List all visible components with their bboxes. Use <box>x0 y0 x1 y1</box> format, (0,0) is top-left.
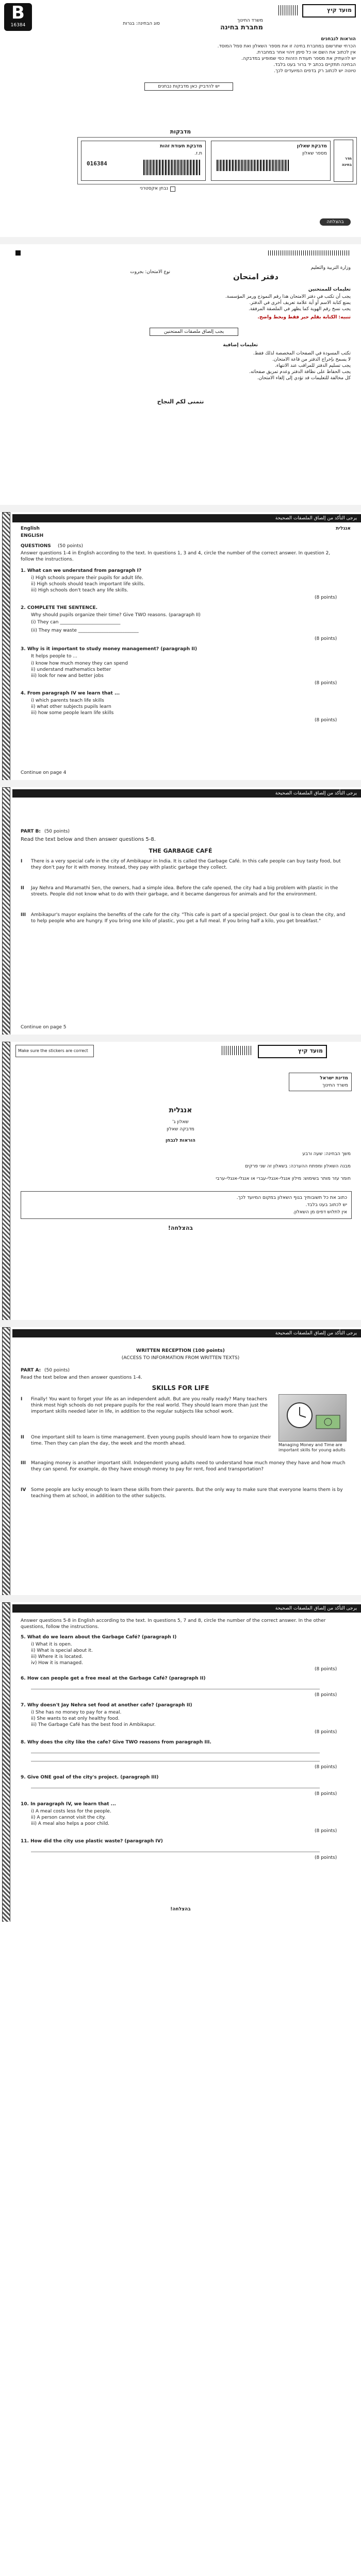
para-num: III <box>21 1461 26 1466</box>
arabic-list-item: يجب تسليم الدفتر للمراقب عند الانتهاء. <box>275 363 351 368</box>
q6-points: (8 points) <box>315 1692 337 1698</box>
page-header-bar <box>12 1604 361 1613</box>
rules-heading: הוראות לנבחנים <box>321 37 356 42</box>
article-title: THE GARBAGE CAFÉ <box>149 848 212 854</box>
arabic-paragraphs <box>77 294 351 312</box>
part-label: QUESTIONS <box>21 544 51 549</box>
sticker-reminder-box <box>15 1045 94 1057</box>
brand-label: מועד קיץ <box>298 1047 323 1054</box>
q5-option[interactable]: i) What it is open. <box>31 1642 72 1647</box>
good-luck: בהצלחה! <box>168 1225 193 1231</box>
state-title: מדינת ישראל <box>320 1076 348 1081</box>
q1-option[interactable]: ii) High schools should teach important life skills. <box>31 582 145 587</box>
question-11: 11. How did the city use plastic waste? (paragraph IV) <box>21 1839 163 1844</box>
article-paragraph: Some people are lucky enough to learn these skills from their parents. But the only way to make sure that everyone learns them is by teaching them at school, in addition to the other subjects. <box>31 1487 343 1499</box>
rule-item: טיוטה יש לכתוב רק בדפים המיועדים לכך. <box>274 69 356 74</box>
sticker-right-title: מדבקת שאלון <box>297 144 327 149</box>
exam-details-page <box>0 1042 361 1320</box>
state-box <box>289 1073 352 1091</box>
q9-points: (8 points) <box>315 1791 337 1797</box>
q10-option[interactable]: ii) A person cannot visit the city. <box>31 1815 106 1820</box>
page-gap <box>0 1320 361 1327</box>
cover-page <box>0 0 361 237</box>
good-luck-pill: בהצלחה <box>320 218 351 226</box>
sticker-barcode <box>143 160 200 175</box>
q7-option[interactable]: ii) She wants to eat only healthy food. <box>31 1716 120 1721</box>
article-paragraph: One important skill to learn is time management. Even young pupils should learn how to organize their time. Then they can plan the day, the week and the month ahead. <box>31 1435 271 1446</box>
ministry-label: משרד החינוך <box>237 18 263 23</box>
article-image <box>278 1394 347 1442</box>
box-line: כתוב את כל תשובותיך בגוף השאלון במקום המיועד לכך. <box>236 1195 347 1200</box>
exam-type: סוג הבחינה: בגרות <box>123 21 160 26</box>
arabic-paragraph: يجب نسخ رقم الهوية كما يظهر في الملصقة المرفقة. <box>249 307 351 312</box>
page-header-bar <box>12 789 361 798</box>
rule-item: הבחינה תתקיים בכתב יד ברור בעט בלבד. <box>273 62 356 67</box>
question-9: 9. Give ONE goal of the city's project. (paragraph III) <box>21 1775 159 1780</box>
para-num: II <box>21 886 24 891</box>
state-sub: משרד החינוך <box>322 1083 348 1088</box>
question-1: 1. What can we understand from paragraph I? <box>21 568 142 573</box>
brand-box <box>302 4 356 18</box>
page-gap <box>0 505 361 512</box>
arabic-highlight: تنبيه: الكتابة بقلم حبر فقط وبخط واضح. <box>257 315 351 320</box>
para-num: IV <box>21 1487 26 1493</box>
arabic-list-item: لا يسمح بإخراج الدفتر من قاعة الامتحان. <box>272 357 351 362</box>
q1-option[interactable]: iii) High schools don't teach any life skills. <box>31 588 128 593</box>
continue-note: Continue on page 4 <box>21 770 67 775</box>
box-line: יש לכתוב בעט בלבד. <box>305 1202 347 1208</box>
q2-points: (8 points) <box>315 636 337 641</box>
arabic-kind: نوع الامتحان: بجروت <box>130 269 170 275</box>
page-header-bar <box>12 1329 361 1337</box>
rule-row: מבנה השאלון ומפתח ההערכה: בשאלון זה שני פרקים <box>245 1164 351 1169</box>
external-checkbox[interactable] <box>170 187 175 192</box>
sticker-reminder: Make sure the stickers are correct <box>18 1048 88 1053</box>
brand-box <box>258 1045 327 1058</box>
page-header-text: يرجى التأكد من إلصاق الملصقات الصحيحة <box>275 1331 357 1336</box>
part-label: PART A: <box>21 1368 41 1373</box>
article-paragraph: There is a very special cafe in the city of Ambikapur in India. It is called the Garbage Café. In this cafe people can buy tasty food, but they don't pay for it with money. Instead, they pay with plastic garbage they collect. <box>31 859 341 870</box>
page-header-bar <box>12 514 361 522</box>
para-num: II <box>21 1435 24 1440</box>
page-header-text: يرجى التأكد من إلصاق الملصقات الصحيحة <box>275 1606 357 1611</box>
continue-note: Continue on page 5 <box>21 1025 67 1030</box>
question-6: 6. How can people get a free meal at the Garbage Café? (paragraph II) <box>21 1676 206 1681</box>
q2-text: Why should pupils organize their time? Give TWO reasons. (paragraph II) <box>31 613 201 618</box>
page-gap <box>0 1035 361 1042</box>
sticker-left-field: ת.ז. <box>194 151 202 156</box>
q11-points: (8 points) <box>315 1855 337 1860</box>
para-num: I <box>21 859 23 864</box>
side-border-stripe <box>2 1327 10 1595</box>
q5-option[interactable]: ii) What is special about it. <box>31 1648 93 1653</box>
rules-list <box>77 43 356 74</box>
para-num: I <box>21 1397 23 1402</box>
q10-option[interactable]: i) A meal costs less for the people. <box>31 1809 111 1814</box>
q1-option[interactable]: i) High schools prepare their pupils for adult life. <box>31 575 143 581</box>
detail-line: שאלון ג' <box>172 1120 189 1125</box>
questions-5-11-page <box>0 1602 361 1922</box>
exam-title: ENGLISH <box>21 533 44 538</box>
q4-option[interactable]: i) which parents teach life skills <box>31 698 104 703</box>
question-4: 4. From paragraph IV we learn that ... <box>21 691 120 696</box>
subject-left: English <box>21 526 40 531</box>
arabic-paragraph: يمنع كتابة الاسم أو أية علامة تعريف أخرى في الدفتر. <box>249 300 351 306</box>
exam-room-label: חדר בחינה <box>341 157 352 167</box>
page-gap <box>0 780 361 787</box>
q10-option[interactable]: iii) A meal also helps a poor child. <box>31 1821 110 1826</box>
detail-line: מדבקה שאלון <box>167 1127 194 1132</box>
q7-option[interactable]: i) She has no money to pay for a meal. <box>31 1710 122 1715</box>
sticker-frame <box>77 137 357 184</box>
arabic-good-luck: نتمنى لكم النجاح <box>157 398 204 405</box>
arabic-paragraph: يجب أن تكتب في دفتر الامتحان هذا رقم النموذج ورمز المؤسسة. <box>225 294 351 299</box>
question-10: 10. In paragraph IV, we learn that ... <box>21 1802 116 1807</box>
q4-option[interactable]: iii) how some people learn life skills <box>31 710 114 716</box>
side-border-stripe <box>2 512 10 780</box>
arabic-list-item: كل مخالفة للتعليمات قد تؤدي إلى إلغاء الامتحان. <box>257 376 351 381</box>
rule-row: משך הבחינה: שעה ורבע <box>302 1151 351 1157</box>
page-gap <box>0 1922 361 2576</box>
questions-page <box>0 512 361 780</box>
side-border-stripe <box>2 787 10 1035</box>
q2-blank[interactable]: (i) They can __________________________ <box>31 620 121 625</box>
part-points: (50 points) <box>58 544 83 549</box>
subject-heading: אנגלית <box>169 1106 192 1114</box>
clock-money-illustration <box>279 1395 346 1441</box>
q3-points: (8 points) <box>315 681 337 686</box>
page-gap <box>0 237 361 244</box>
good-luck: בהצלחה! <box>170 1907 191 1912</box>
q8-points: (8 points) <box>315 1765 337 1770</box>
question-3: 3. Why is it important to study money management? (paragraph II) <box>21 647 198 652</box>
page-gap <box>0 1595 361 1602</box>
sticker-left-title: מדבקת תעודת זהות <box>159 144 202 149</box>
sticker-box-right <box>211 141 331 181</box>
arabic-notice-button[interactable]: يجب إلصاق ملصقات الممتحنين <box>150 328 238 336</box>
instructions: Answer questions 1-4 in English according to the text. In questions 1, 3 and 4, circle the number of the correct answer. In question 2, follow the instructions. <box>21 551 331 562</box>
badge-code: 16384 <box>10 23 26 28</box>
q4-points: (8 points) <box>315 718 337 723</box>
q10-points: (8 points) <box>315 1828 337 1834</box>
arabic-cover-page <box>0 244 361 505</box>
q2-blank[interactable]: (ii) They may waste __________________________ <box>31 628 139 633</box>
question-lead: Answer questions 5-8 in English according to the text. In questions 5, 7 and 8, circle the number of the correct answer. In the other questions, follow the instructions. <box>21 1618 326 1630</box>
article-paragraph: Jay Nehra and Muramathi Sen, the owners, had a simple idea. Before the cafe opened, the city had a big problem with plastic in the streets. People did not know what to do with their garbage, and it became dangerous for animals and for the environment. <box>31 886 338 897</box>
arabic-intro-heading: تعليمات للممتحنين <box>308 287 351 292</box>
section-subtitle: (ACCESS TO INFORMATION FROM WRITTEN TEXTS) <box>121 1355 240 1361</box>
rule-item: אין לכתוב את השם או כל סימן זיהוי אחר במחברת. <box>256 50 356 55</box>
arabic-list-heading: تعليمات إضافية <box>223 343 258 348</box>
badge-letter: B <box>11 3 25 23</box>
page-corner-mark <box>15 250 21 256</box>
arabic-list-item: تكتب المسودة في الصفحات المخصصة لذلك فقط. <box>253 351 351 356</box>
q5-option[interactable]: iv) How it is managed. <box>31 1660 83 1666</box>
arabic-top-strip <box>268 250 351 256</box>
part-points: (50 points) <box>44 1368 70 1373</box>
q7-points: (8 points) <box>315 1730 337 1735</box>
detail-line: הוראות לנבחן <box>166 1138 195 1143</box>
question-2: 2. COMPLETE THE SENTENCE. <box>21 605 98 611</box>
subject-right: אנגלית <box>336 526 351 531</box>
section-title-text: WRITTEN RECEPTION <box>136 1348 191 1353</box>
box-line: אין לתלוש דפים מן השאלון. <box>292 1210 347 1215</box>
brand-label: מועד קיץ <box>327 7 352 13</box>
page-header-text: يرجى التأكد من إلصاق الملصقات الصحيحة <box>275 516 357 521</box>
q3-lead: It helps people to ... <box>31 654 77 659</box>
external-checkbox-label: נבחן אקסטרני <box>140 186 168 191</box>
q3-option[interactable]: i) know how much money they can spend <box>31 661 128 666</box>
side-border-stripe <box>2 1042 10 1320</box>
rule-item: הכרחי שתרשום במחברת בחינה זו את מספר השאלון ואת סמל המוסד. <box>217 44 356 49</box>
q3-option[interactable]: ii) understand mathematics better <box>31 667 111 672</box>
article-paragraph: Managing money is another important skill. Independent young adults need to understand how much money they have and how much they can spend. For example, do they have enough money to pay for rent, food and transportation? <box>31 1461 346 1472</box>
arabic-list <box>77 350 351 381</box>
q1-points: (8 points) <box>315 595 337 600</box>
rule-item: יש להעתיק את מספר תעודת הזהות כפי שמופיע במדבקה. <box>241 56 356 61</box>
question-5: 5. What do we learn about the Garbage Café? (paragraph I) <box>21 1635 177 1640</box>
arabic-ministry: وزارة التربية والتعليم <box>310 265 351 270</box>
top-barcode-strip <box>222 1046 253 1055</box>
article-paragraph: Finally! You want to forget your life as an independent adult. But are you really ready? Many teachers think most high schools do not prepare pupils for the real world. They should learn more than just the important skills needed later in life, in addition to the regular subjects like school work. <box>31 1397 268 1414</box>
sticker-box-left <box>81 141 206 181</box>
garbage-cafe-page <box>0 787 361 1035</box>
section-title <box>77 1348 284 1354</box>
side-border-stripe <box>2 1602 10 1922</box>
part-points: (50 points) <box>44 829 70 834</box>
page-header-text: يرجى التأكد من إلصاق الملصقات الصحيحة <box>275 791 357 796</box>
part-label: PART B: <box>21 829 41 834</box>
q5-points: (8 points) <box>315 1667 337 1672</box>
sticker-notice-button[interactable]: יש להדביק כאן מדבקות נבחנים <box>144 82 233 91</box>
rule-row: חומר עזר מותר בשימוש: מילון אנגלי-אנגלי-עברי או אנגלי-אנגלי-ערבי <box>216 1176 351 1181</box>
sticker-right-barcode <box>217 160 289 171</box>
side-stripe <box>334 140 353 182</box>
arabic-list-item: يجب الحفاظ على نظافة الدفتر وعدم تمزيق صفحاته. <box>249 369 351 375</box>
q3-option[interactable]: iii) look for new and better jobs <box>31 673 104 679</box>
image-caption: Managing Money and Time are important skills for young adults <box>278 1443 346 1452</box>
question-7: 7. Why doesn't Jay Nehra set food at another cafe? (paragraph II) <box>21 1703 192 1708</box>
instruction-box <box>21 1191 352 1219</box>
section-title-points: (100 points) <box>192 1348 225 1353</box>
sticker-right-field: מספר שאלון <box>302 151 327 156</box>
cover-title: מחברת בחינה <box>220 24 263 31</box>
read-instruction: Read the text below and then answer questions 1-4. <box>21 1375 142 1380</box>
top-barcode-strip <box>278 5 299 15</box>
q5-option[interactable]: iii) Where it is located. <box>31 1654 83 1659</box>
para-num: III <box>21 912 26 918</box>
q7-option[interactable]: iii) The Garbage Café has the best food in Ambikapur. <box>31 1722 156 1727</box>
sticker-id-number: 016384 <box>87 160 107 167</box>
question-8: 8. Why does the city like the cafe? Give TWO reasons from paragraph III. <box>21 1740 211 1745</box>
read-instruction: Read the text below and then answer questions 5-8. <box>21 837 156 842</box>
arabic-title: دفتر امتحان <box>233 272 278 281</box>
article-title: SKILLS FOR LIFE <box>152 1384 209 1392</box>
skills-for-life-page <box>0 1327 361 1595</box>
article-paragraph: Ambikapur's mayor explains the benefits of the cafe for the city. "This cafe is part of a special project. Our goal is to clean the city, and to help people who are hungry. If you bring one kilo of plastic, you get a full meal. If you bring half a kilo, you get breakfast." <box>31 912 346 924</box>
sticker-heading: מדבקות <box>170 128 191 135</box>
version-badge <box>4 3 32 31</box>
q4-option[interactable]: ii) what other subjects pupils learn <box>31 704 111 709</box>
